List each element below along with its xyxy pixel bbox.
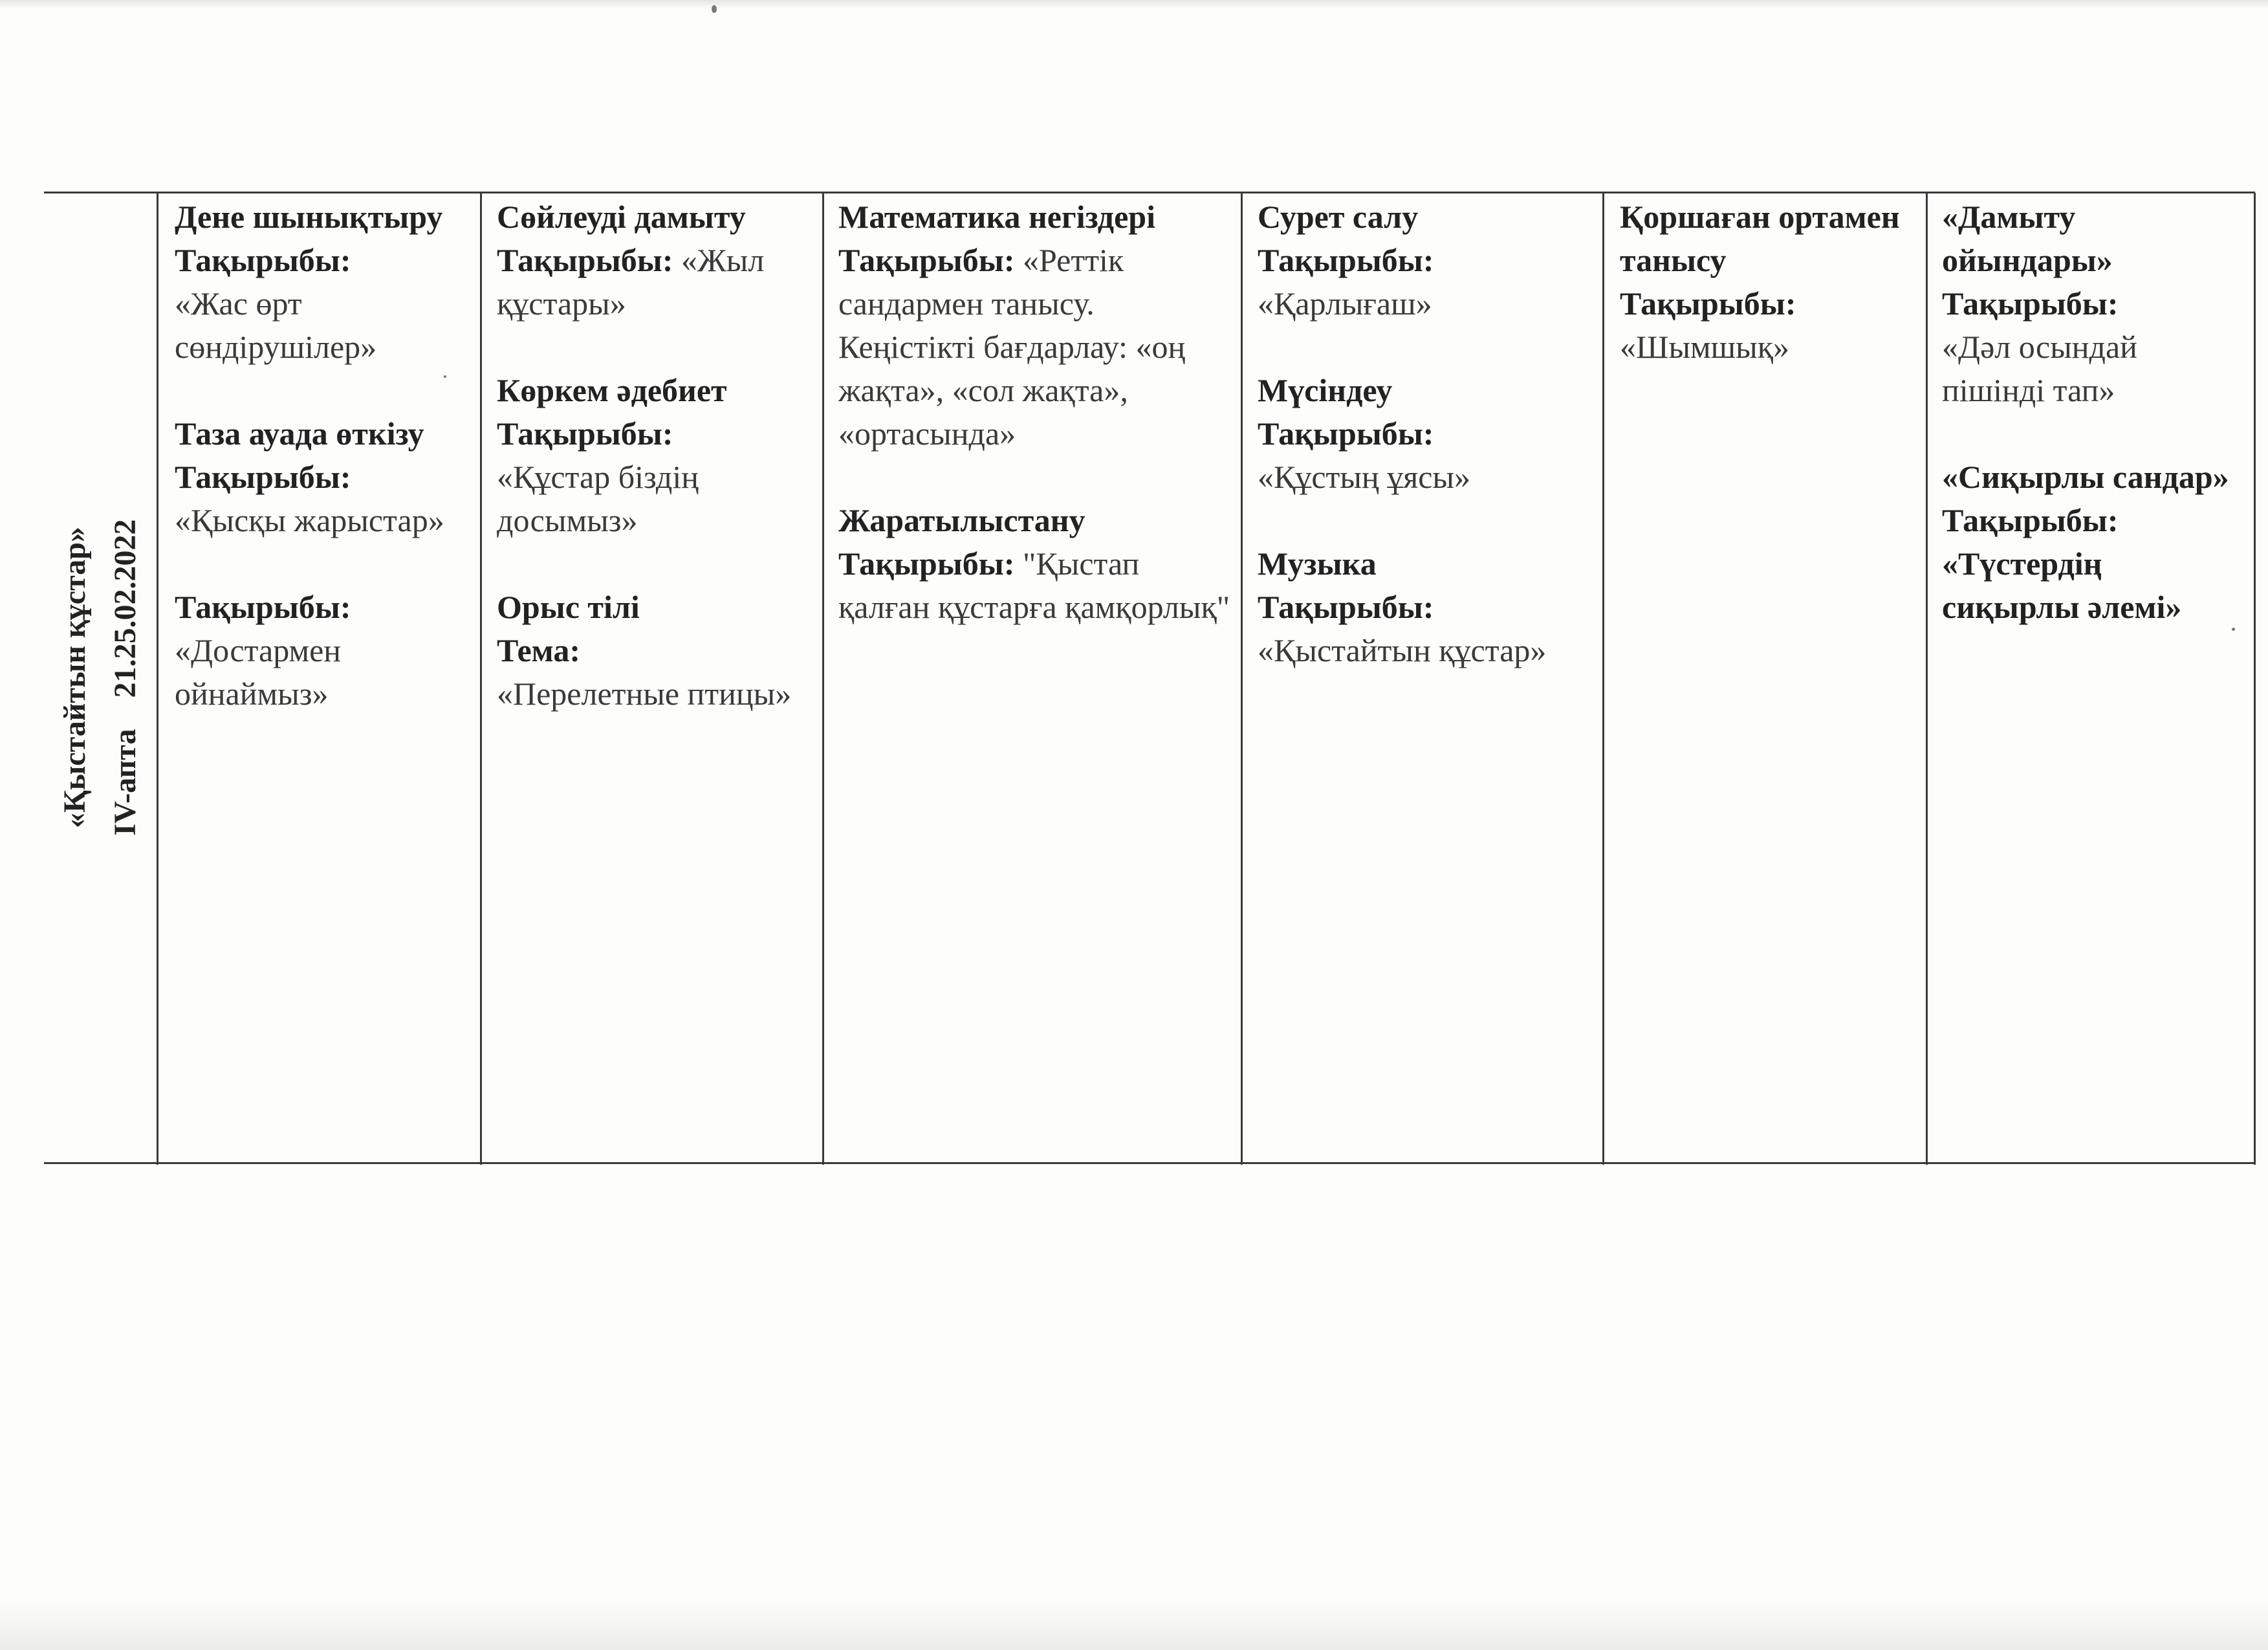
- activity-topic: «Құстар біздің досымыз»: [497, 459, 699, 538]
- activity-topic: «Жыл құстары»: [497, 242, 765, 322]
- activity-subject: Музыка: [1258, 545, 1377, 582]
- entry-spacer: [175, 542, 472, 586]
- activity-entry: [497, 195, 815, 325]
- column-divider: [1241, 193, 1243, 1165]
- activity-topic-label: Тақырыбы:: [1942, 285, 2119, 322]
- activity-topic: «Құстың ұясы»: [1258, 459, 1471, 495]
- activity-topic-label: Тақырыбы:: [838, 242, 1015, 278]
- activity-topic: «Достармен ойнаймыз»: [175, 632, 342, 712]
- week-number: IV-апта: [108, 729, 142, 836]
- column-divider: [480, 193, 482, 1165]
- activity-entry: [175, 412, 472, 542]
- activity-entry: [1942, 456, 2247, 629]
- activity-subject: Сурет салу: [1258, 199, 1419, 235]
- activity-entry: [497, 586, 815, 716]
- activity-subject: Жаратылыстану: [838, 502, 1085, 538]
- day-column-2: [497, 195, 820, 1160]
- activity-topic-label: Тақырыбы:: [1258, 415, 1434, 452]
- week-theme: «Қыстайтын құстар»: [58, 527, 92, 828]
- activity-entry: [838, 499, 1234, 629]
- day-column-3: [838, 195, 1239, 1160]
- activity-topic-label: Тақырыбы:: [1620, 285, 1796, 322]
- activity-topic-label: Тақырыбы:: [1258, 589, 1434, 625]
- activity-topic-label: Тақырыбы:: [1942, 502, 2119, 538]
- activity-topic: «Реттік сандармен танысу. Кеңістікті бағдарлау: «оң жақта», «сол жақта», «ортасында»: [838, 242, 1186, 452]
- day-column-5: [1620, 195, 1924, 1160]
- activity-entry: [497, 369, 815, 542]
- activity-topic-label: Тақырыбы:: [175, 459, 351, 495]
- activity-topic: «Қыстайтын құстар»: [1258, 632, 1547, 668]
- column-divider: [157, 193, 158, 1165]
- day-column-1: [175, 195, 477, 1160]
- activity-topic-label: Тақырыбы:: [175, 589, 351, 625]
- activity-subject: Мүсіндеу: [1258, 372, 1393, 408]
- activity-topic-label: Тақырыбы:: [497, 242, 673, 278]
- table-right-border: [2254, 193, 2256, 1165]
- activity-subject: «Дамыту ойындары»: [1942, 199, 2113, 278]
- activity-entry: [1258, 542, 1595, 672]
- activity-subject: Қоршаған ортамен танысу: [1620, 199, 1900, 278]
- activity-subject: Орыс тілі: [497, 589, 640, 625]
- week-dates: 21.25.02.2022: [108, 519, 142, 698]
- activity-entry: [1620, 195, 1919, 369]
- entry-spacer: [1258, 499, 1595, 542]
- activity-topic: «Шымшық»: [1620, 329, 1790, 365]
- activity-entry: [1258, 369, 1595, 499]
- entry-spacer: [1258, 325, 1595, 369]
- activity-subject: Математика негіздері: [838, 199, 1155, 235]
- column-divider: [822, 193, 824, 1165]
- entry-spacer: [838, 456, 1234, 499]
- column-divider: [1602, 193, 1604, 1165]
- activity-subject: Көркем әдебиет: [497, 372, 727, 408]
- activity-topic: «Қарлығаш»: [1258, 285, 1432, 322]
- activity-topic: «Қысқы жарыстар»: [175, 502, 444, 538]
- entry-spacer: [1942, 412, 2247, 456]
- column-divider: [1926, 193, 1928, 1165]
- activity-entry: [1942, 195, 2247, 412]
- activity-topic: «Перелетные птицы»: [497, 676, 792, 712]
- week-cell: [45, 195, 155, 1160]
- entry-spacer: [497, 542, 815, 586]
- activity-subject: Таза ауада өткізу: [175, 415, 424, 452]
- day-column-6: [1942, 195, 2252, 1160]
- activity-topic-label: Тақырыбы:: [497, 415, 673, 452]
- entry-spacer: [175, 369, 472, 412]
- activity-entry: [1258, 195, 1595, 325]
- activity-topic: «Түстердің сиқырлы әлемі»: [1942, 545, 2182, 625]
- activity-entry: [175, 586, 472, 716]
- activity-subject: Дене шынықтыру: [175, 199, 443, 235]
- activity-topic: «Жас өрт сөндірушілер»: [175, 285, 377, 365]
- day-column-4: [1258, 195, 1600, 1160]
- week-number-and-dates: [100, 451, 151, 904]
- table-bottom-border: [44, 1162, 2255, 1164]
- activity-entry: [838, 195, 1234, 456]
- week-label-rotated: [50, 451, 151, 904]
- activity-entry: [175, 195, 472, 369]
- activity-topic: "Қыстап қалған құстарға қамқорлық": [838, 545, 1230, 625]
- activity-topic: «Дәл осындай пішінді тап»: [1942, 329, 2137, 408]
- activity-subject: «Сиқырлы сандар»: [1942, 459, 2229, 495]
- activity-topic-label: Тема:: [497, 632, 581, 668]
- entry-spacer: [497, 325, 815, 369]
- activity-subject: Сөйлеуді дамыту: [497, 199, 746, 235]
- activity-topic-label: Тақырыбы:: [838, 545, 1015, 582]
- activity-topic-label: Тақырыбы:: [175, 242, 351, 278]
- activity-topic-label: Тақырыбы:: [1258, 242, 1434, 278]
- table-top-border: [44, 192, 2255, 193]
